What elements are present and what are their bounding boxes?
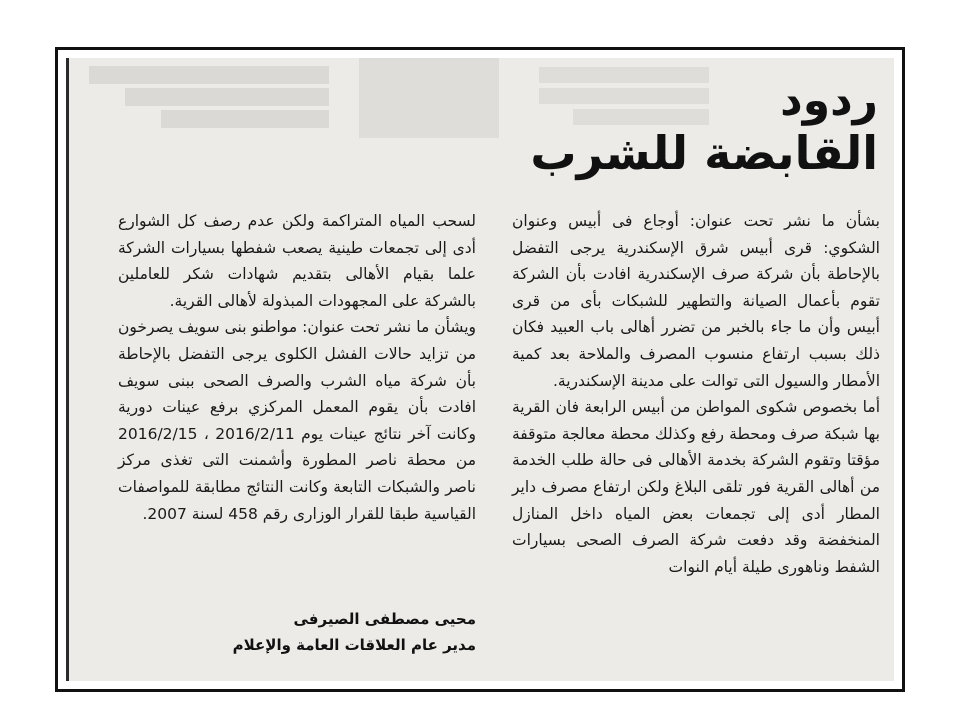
paragraph: بشأن ما نشر تحت عنوان: أوجاع فى أبيس وعنوان الشكوي: قرى أبيس شرق الإسكندرية يرجى التفضل بالإحاطة بأن شركة صرف الإسكندرية افادت بأن الشركة تقوم بأعمال الصيانة والتطهير للشبكات بأى من قرى أبيس وأن ما جاء بالخبر من تضرر أهالى باب العبيد فكان ذلك بسبب ارتفاع منسوب المصرف والملاحة بعد كمية الأمطار والسيول التى توالت على مدينة الإسكندرية. [512,212,880,390]
paragraph: أما بخصوص شكوى المواطن من أبيس الرابعة فان القرية بها شبكة صرف ومحطة رفع وكذلك محطة معالجة متوقفة مؤقتا وتقوم الشركة بخدمة الأهالى فى حالة طلب الخدمة من أهالى القرية فور تلقى البلاغ ولكن ارتفاع مصرف داير المطار أدى إلى تجمعات بعض المياه داخل المنازل المنخفضة وقد دفعت شركة الصرف الصحى بسيارات الشفط وناهورى طيلة أيام النوات [512,398,880,576]
left-column [118,208,476,527]
signature-block [118,606,476,658]
faded-background-text [89,62,329,152]
title-line-2: القابضة للشرب [530,126,878,180]
paragraph: لسحب المياه المتراكمة ولكن عدم رصف كل الشوارع أدى إلى تجمعات طينية يصعب شفطها بسيارات الشركة علما بقيام الأهالى بتقديم شهادات شكر للعاملين بالشركة على المجهودات المبذولة لأهالى القرية. [118,212,476,310]
paragraph: ويشأن ما نشر تحت عنوان: مواطنو بنى سويف يصرخون من تزايد حالات الفشل الكلوى يرجى التفضل بالإحاطة بأن شركة مياه الشرب والصرف الصحى ببنى سويف افادت بأن يقوم المعمل المركزي برفع عينات دورية وكانت آخر نتائج عينات يوم 2016/2/11 ، 2016/2/15 من محطة ناصر المطورة وأشمنت التى تغذى مركز ناصر والشبكات التابعة وكانت النتائج مطابقة للمواصفات القياسية طبقا للقرار الوزارى رقم 458 لسنة 2007. [118,318,476,523]
faded-photo [359,58,499,138]
signature-title: مدير عام العلاقات العامة والإعلام [232,636,476,654]
right-column [512,208,880,580]
clipping-frame [55,47,905,692]
article-title [530,76,878,180]
newspaper-clipping [66,58,894,681]
title-line-1: ردود [780,75,878,126]
signature-name: محيى مصطفى الصيرفى [293,610,476,628]
